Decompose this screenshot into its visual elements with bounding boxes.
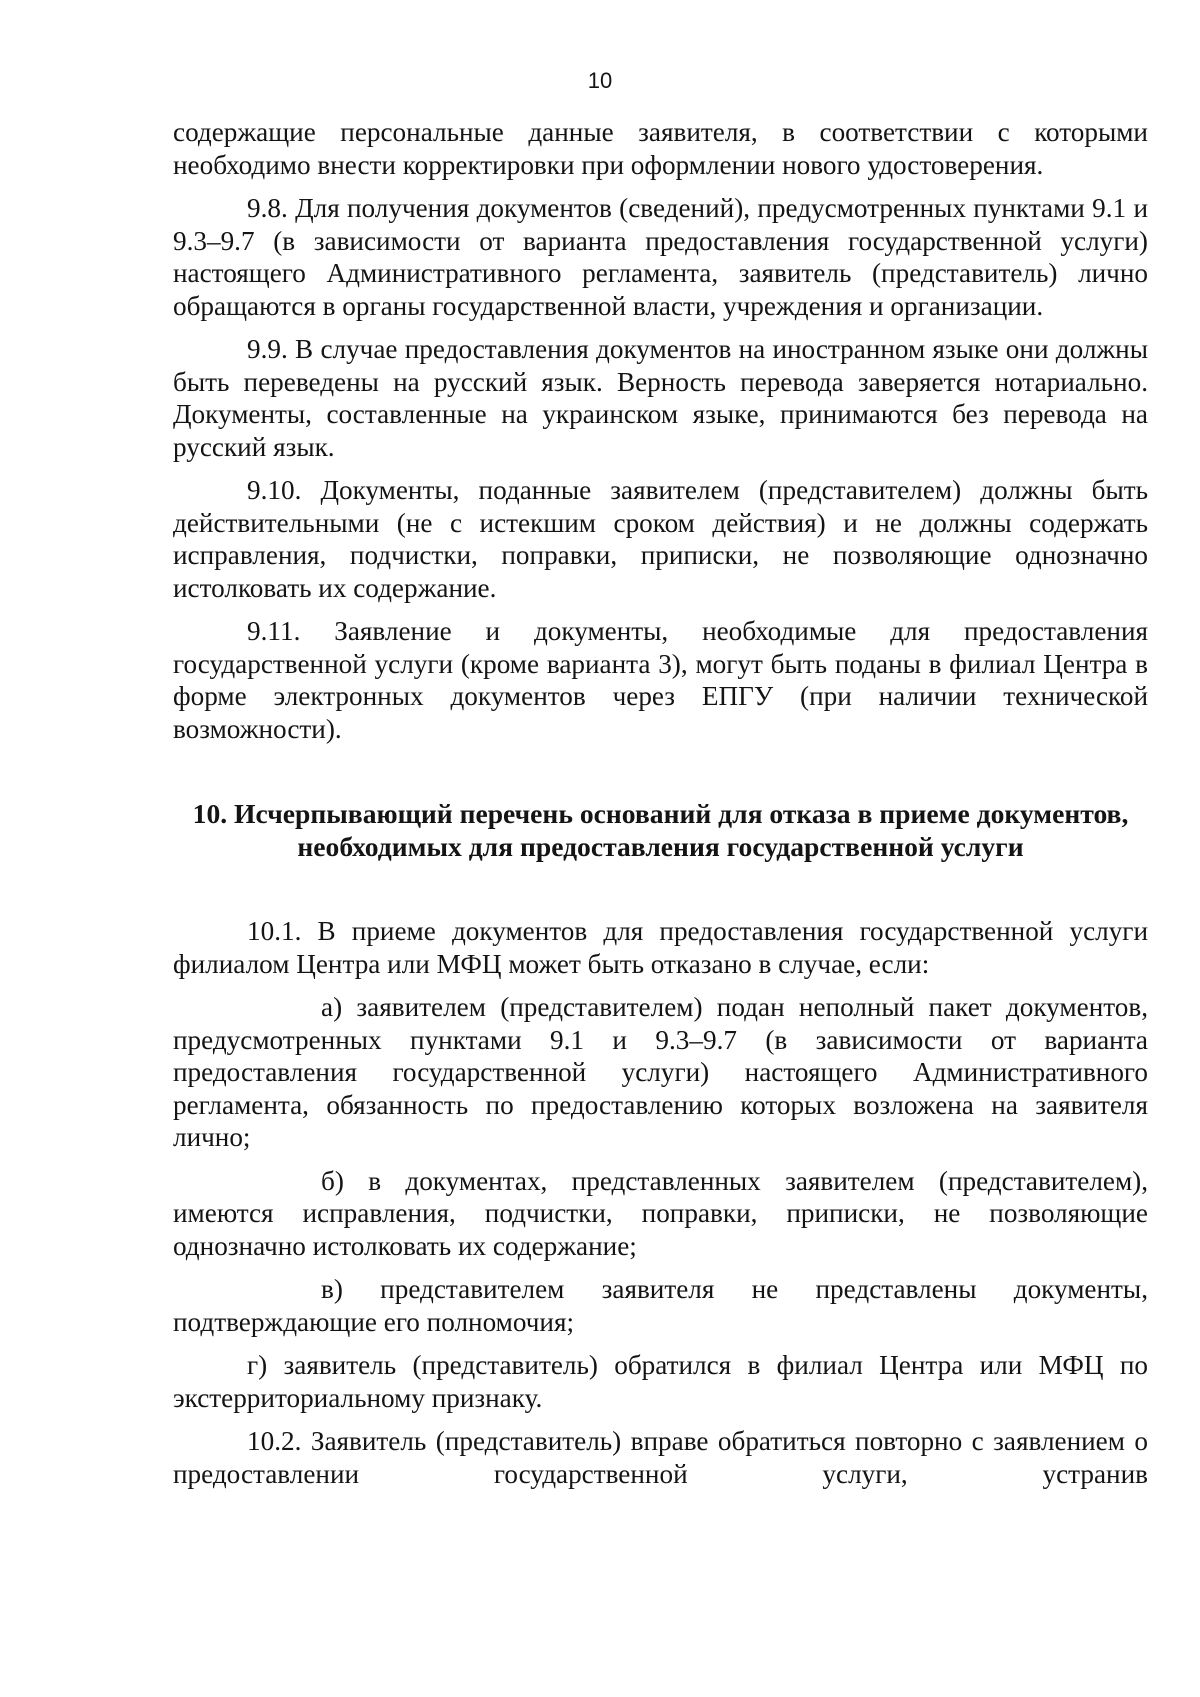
paragraph-9-10: 9.10. Документы, поданные заявителем (представителем) должны быть действительными (не с истекшим сроком действия) и не должны содержать исправления, подчистки, поправки, приписки, не позволяющие однозначно истолковать их содержание.	[173, 475, 1148, 603]
paragraph-9-8: 9.8. Для получения документов (сведений), предусмотренных пунктами 9.1 и 9.3–9.7 (в зависимости от варианта предоставления государственной услуги) настоящего Административного регламента, заявитель (представитель) лично обращаются в органы государственной власти, учреждения и организации.	[173, 193, 1148, 321]
list-item-v-text: представителем заявителя не представлены документы, подтверждающие его полномочия;	[173, 1274, 1148, 1337]
page-number: 10	[587, 68, 613, 93]
section-heading	[173, 797, 1148, 863]
section-heading-line-1: 10. Исчерпывающий перечень оснований для отказа в приеме документов,	[192, 798, 1129, 829]
list-item-g: г) заявитель (представитель) обратился в филиал Центра или МФЦ по экстерриториальному признаку.	[173, 1350, 1148, 1413]
paragraph-10-1: 10.1. В приеме документов для предоставления государственной услуги филиалом Центра или МФЦ может быть отказано в случае, если:	[173, 916, 1148, 979]
list-item-a-mark: а)	[321, 992, 343, 1022]
list-item-v	[173, 1273, 1148, 1338]
list-item-b	[173, 1165, 1148, 1263]
list-item-b-text: в документах, представленных заявителем (представителем), имеются исправления, подчистки, поправки, приписки, не позволяющие однозначно истолковать их содержание;	[173, 1165, 1149, 1261]
paragraph-9-11: 9.11. Заявление и документы, необходимые для предоставления государственной услуги (кроме варианта 3), могут быть поданы в филиал Центра в форме электронных документов через ЕПГУ (при наличии технической возможности).	[173, 616, 1148, 744]
document-body	[173, 116, 1148, 1501]
list-item-a	[173, 991, 1148, 1154]
paragraph-9-9: 9.9. В случае предоставления документов на иностранном языке они должны быть переведены на русский язык. Верность перевода заверяется нотариально. Документы, составленные на украинском языке, принимаются без перевода на русский язык.	[173, 334, 1148, 462]
list-item-v-mark: в)	[321, 1274, 343, 1304]
paragraph-continuation: содержащие персональные данные заявителя, в соответствии с которыми необходимо внести корректировки при оформлении нового удостоверения.	[173, 117, 1148, 180]
list-item-a-text: заявителем (представителем) подан неполный пакет документов, предусмотренных пунктами 9.1 и 9.3–9.7 (в зависимости от варианта предоставления государственной услуги) настоящего Административного регламента, обязанность по предоставлению которых возложена на заявителя лично;	[173, 992, 1148, 1152]
section-heading-line-2: необходимых для предоставления государственной услуги	[297, 831, 1024, 862]
paragraph-10-2: 10.2. Заявитель (представитель) вправе обратиться повторно с заявлением о предоставлении государственной услуги, устранив	[173, 1426, 1148, 1489]
list-item-b-mark: б)	[321, 1165, 344, 1196]
